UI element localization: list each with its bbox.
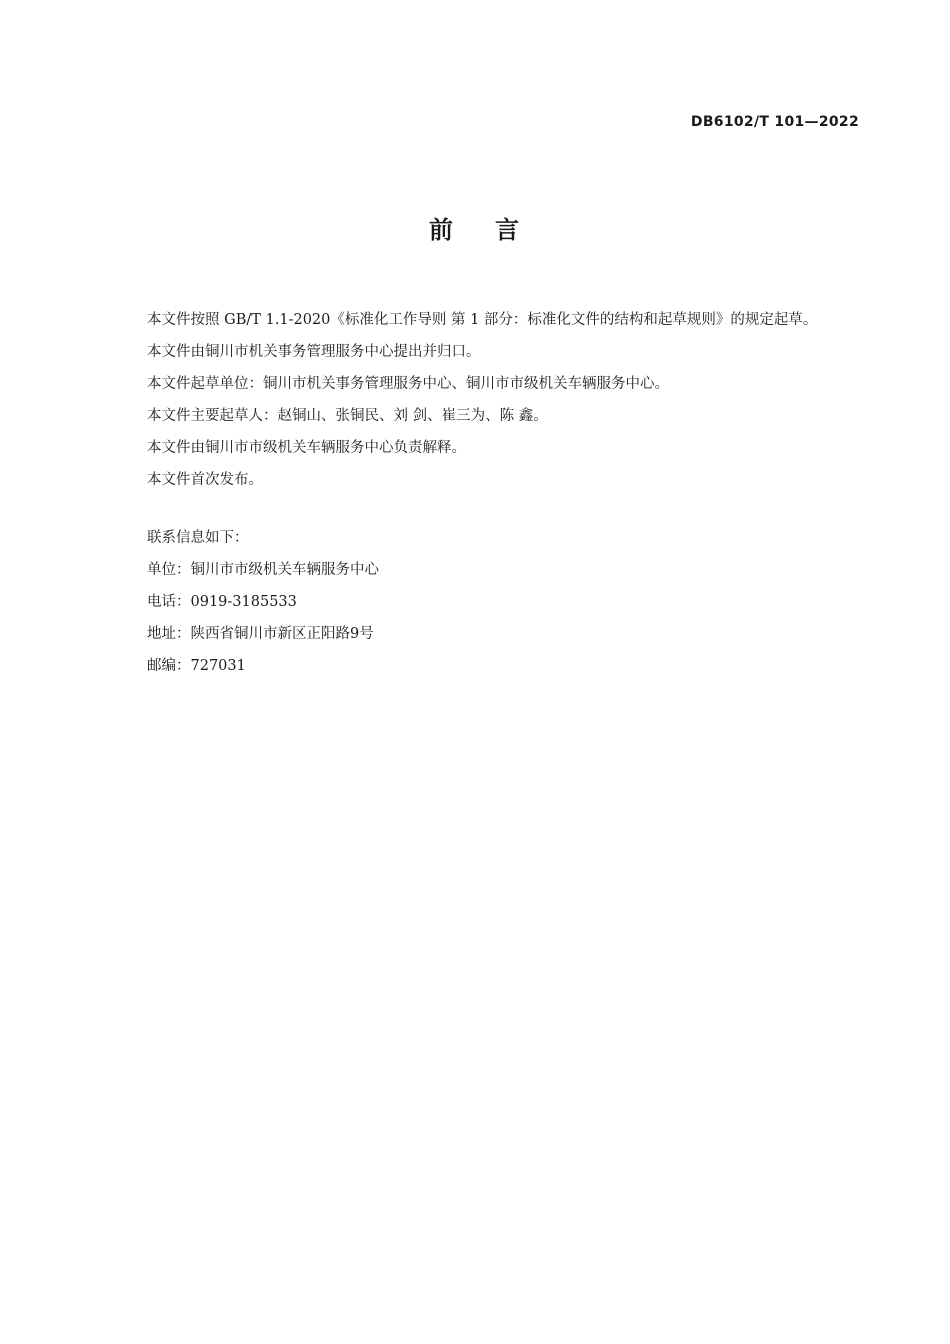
page-title [0,210,950,245]
paragraph-proposer: 本文件由铜川市机关事务管理服务中心提出并归口。 [147,344,481,360]
paragraph-first-release: 本文件首次发布。 [147,472,263,488]
paragraph-drafting-units: 本文件起草单位：铜川市机关事务管理服务中心、铜川市市级机关车辆服务中心。 [147,376,669,392]
contact-unit: 单位：铜川市市级机关车辆服务中心 [147,562,379,578]
paragraph-drafters: 本文件主要起草人：赵铜山、张铜民、刘 剑、崔三为、陈 鑫。 [147,408,548,424]
title-char-1: 前 [429,216,455,244]
contact-postcode: 邮编：727031 [147,658,246,674]
title-char-2: 言 [495,216,521,244]
contact-heading: 联系信息如下： [147,530,249,546]
paragraph-drafting-basis: 本文件按照 GB/T 1.1-2020《标准化工作导则 第 1 部分：标准化文件的结构和起草规则》的规定起草。 [147,312,818,328]
contact-address: 地址：陕西省铜川市新区正阳路9号 [147,626,374,642]
paragraph-interpretation: 本文件由铜川市市级机关车辆服务中心负责解释。 [147,440,466,456]
contact-phone: 电话：0919-3185533 [147,594,297,610]
document-body [113,304,859,682]
document-code: DB6102/T 101—2022 [690,114,859,130]
